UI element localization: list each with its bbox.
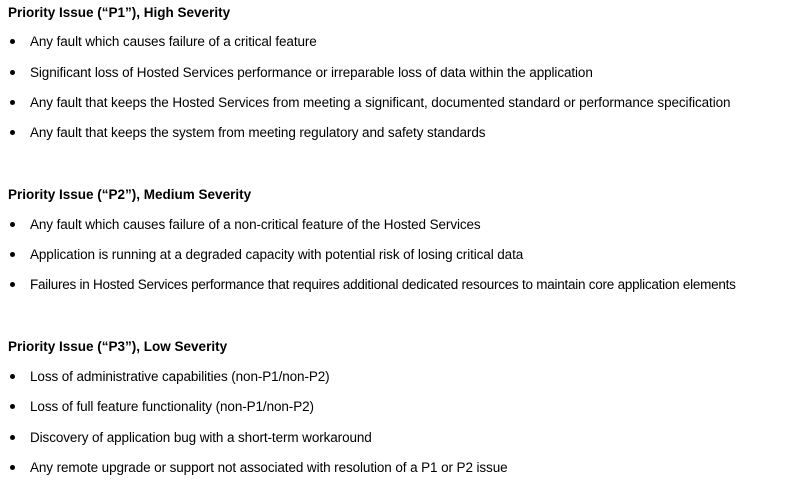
list-item-text: Any fault that keeps the Hosted Services from meeting a significant, documented standard or performance specification <box>30 95 731 110</box>
list-item-text: Significant loss of Hosted Services performance or irreparable loss of data within the application <box>30 65 593 80</box>
section-heading-p1: Priority Issue (“P1”), High Severity <box>8 5 231 20</box>
list-item-text: Any remote upgrade or support not associated with resolution of a P1 or P2 issue <box>30 460 508 475</box>
list-item-text: Any fault which causes failure of a critical feature <box>30 34 317 49</box>
section-heading-p3: Priority Issue (“P3”), Low Severity <box>8 339 228 354</box>
list-item-text: Failures in Hosted Services performance that requires additional dedicated resources to maintain core application elements <box>30 277 736 292</box>
list-item-text: Discovery of application bug with a short-term workaround <box>30 430 372 445</box>
list-item-text: Any fault which causes failure of a non-critical feature of the Hosted Services <box>30 217 481 232</box>
list-item-text: Any fault that keeps the system from meeting regulatory and safety standards <box>30 125 486 140</box>
bullet-icon <box>10 100 15 105</box>
list-item-text: Application is running at a degraded capacity with potential risk of losing critical data <box>30 247 524 262</box>
bullet-icon <box>10 282 15 287</box>
list-item-text: Loss of administrative capabilities (non-P1/non-P2) <box>30 369 330 384</box>
bullet-icon <box>10 70 15 75</box>
bullet-icon <box>10 130 15 135</box>
list-item-text: Loss of full feature functionality (non-P1/non-P2) <box>30 399 314 414</box>
section-heading-p2: Priority Issue (“P2”), Medium Severity <box>8 187 252 202</box>
bullet-icon <box>10 374 15 379</box>
bullet-icon <box>10 404 15 409</box>
bullet-icon <box>10 435 15 440</box>
bullet-icon <box>10 222 15 227</box>
bullet-icon <box>10 465 15 470</box>
bullet-icon <box>10 39 15 44</box>
bullet-icon <box>10 252 15 257</box>
